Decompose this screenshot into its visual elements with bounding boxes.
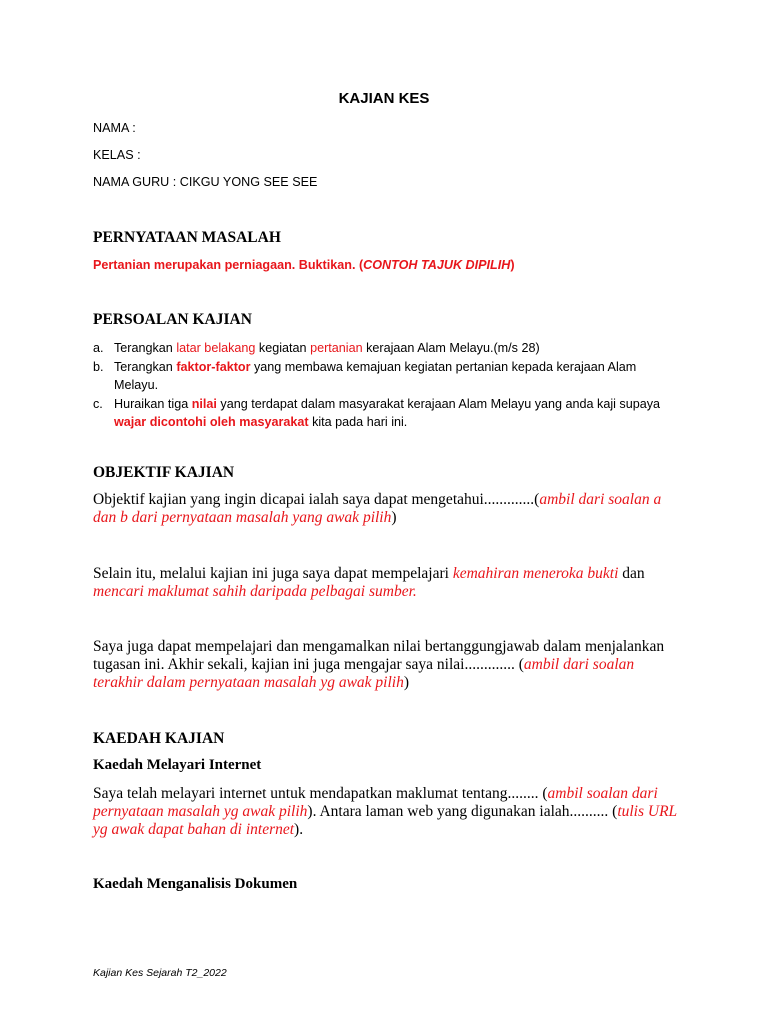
heading-persoalan-kajian: PERSOALAN KAJIAN: [93, 311, 252, 328]
objektif-paragraph-1: [93, 491, 683, 527]
text-run: ): [391, 509, 397, 526]
heading-kaedah-kajian: KAEDAH KAJIAN: [93, 730, 225, 747]
text-run: yang terdapat dalam masyarakat kerajaan Alam Melayu yang anda kaji supaya: [216, 396, 661, 411]
kaedah-paragraph-1: [93, 785, 683, 839]
persoalan-item-b: [93, 358, 683, 395]
subheading-menganalisis-dokumen: Kaedah Menganalisis Dokumen: [93, 876, 298, 892]
text-run: Terangkan: [114, 341, 177, 355]
persoalan-item-a: [93, 339, 683, 358]
list-marker: c.: [93, 396, 103, 411]
text-run: ). Antara laman web yang digunakan ialah.......... (: [307, 803, 618, 820]
highlight-run: faktor-faktor: [176, 359, 251, 374]
text-run: kita pada hari ini.: [308, 415, 408, 429]
highlight-run: ambil dari soalan terakhir dalam pernyataan masalah yg awak pilih: [93, 656, 635, 691]
text-run: Selain itu, melalui kajian ini juga saya dapat mempelajari: [93, 565, 453, 582]
subheading-melayari-internet: Kaedah Melayari Internet: [93, 757, 262, 773]
highlight-run: latar belakang: [176, 341, 256, 355]
field-kelas: KELAS :: [93, 148, 141, 162]
objektif-paragraph-2: [93, 565, 683, 601]
field-nama-guru: NAMA GURU : CIKGU YONG SEE SEE: [93, 175, 318, 189]
text-run: ).: [294, 821, 304, 838]
text-run: Terangkan: [114, 359, 177, 374]
text-run: yang membawa kemajuan kegiatan pertanian kepada kerajaan Alam Melayu.: [114, 359, 637, 392]
pernyataan-close: ): [510, 258, 515, 272]
text-run: kerajaan Alam Melayu.(m/s 28): [362, 341, 540, 355]
document-title: KAJIAN KES: [338, 90, 430, 107]
persoalan-item-c: [93, 395, 683, 432]
page-footer: Kajian Kes Sejarah T2_2022: [93, 967, 227, 979]
text-run: ): [403, 674, 410, 691]
heading-pernyataan-masalah: PERNYATAAN MASALAH: [93, 229, 281, 246]
pernyataan-note: CONTOH TAJUK DIPILIH: [363, 258, 511, 272]
highlight-run: ambil dari soalan a dan b dari pernyataan masalah yang awak pilih: [93, 491, 662, 526]
heading-objektif-kajian: OBJEKTIF KAJIAN: [93, 464, 235, 481]
list-marker: a.: [93, 341, 104, 355]
pernyataan-text: Pertanian merupakan perniagaan. Buktikan. (: [93, 258, 364, 272]
text-run: dan: [618, 565, 645, 582]
text-run: Saya telah melayari internet untuk mendapatkan maklumat tentang........ (: [93, 785, 548, 802]
highlight-run: pertanian: [310, 341, 363, 355]
highlight-run: wajar dicontohi oleh masyarakat: [114, 415, 309, 429]
pernyataan-masalah-text: [93, 258, 515, 272]
field-nama: NAMA :: [93, 121, 136, 135]
highlight-run: nilai: [191, 396, 217, 411]
persoalan-list: [93, 339, 683, 432]
highlight-run: kemahiran meneroka bukti: [452, 565, 619, 582]
text-run: kegiatan: [255, 341, 311, 355]
list-marker: b.: [93, 359, 104, 374]
text-run: Saya juga dapat mempelajari dan mengamalkan nilai bertanggungjawab dalam menjalankan tugasan ini. Akhir sekali, kajian ini juga mengajar saya nilai............. (: [93, 638, 665, 673]
text-run: Huraikan tiga: [114, 396, 192, 411]
highlight-run: mencari maklumat sahih daripada pelbagai sumber.: [93, 583, 417, 600]
objektif-paragraph-3: [93, 638, 683, 692]
highlight-run: ambil soalan dari pernyataan masalah yg awak pilih: [93, 785, 658, 820]
highlight-run: tulis URL yg awak dapat bahan di internet: [93, 803, 677, 838]
text-run: Objektif kajian yang ingin dicapai ialah saya dapat mengetahui.............(: [93, 491, 540, 508]
